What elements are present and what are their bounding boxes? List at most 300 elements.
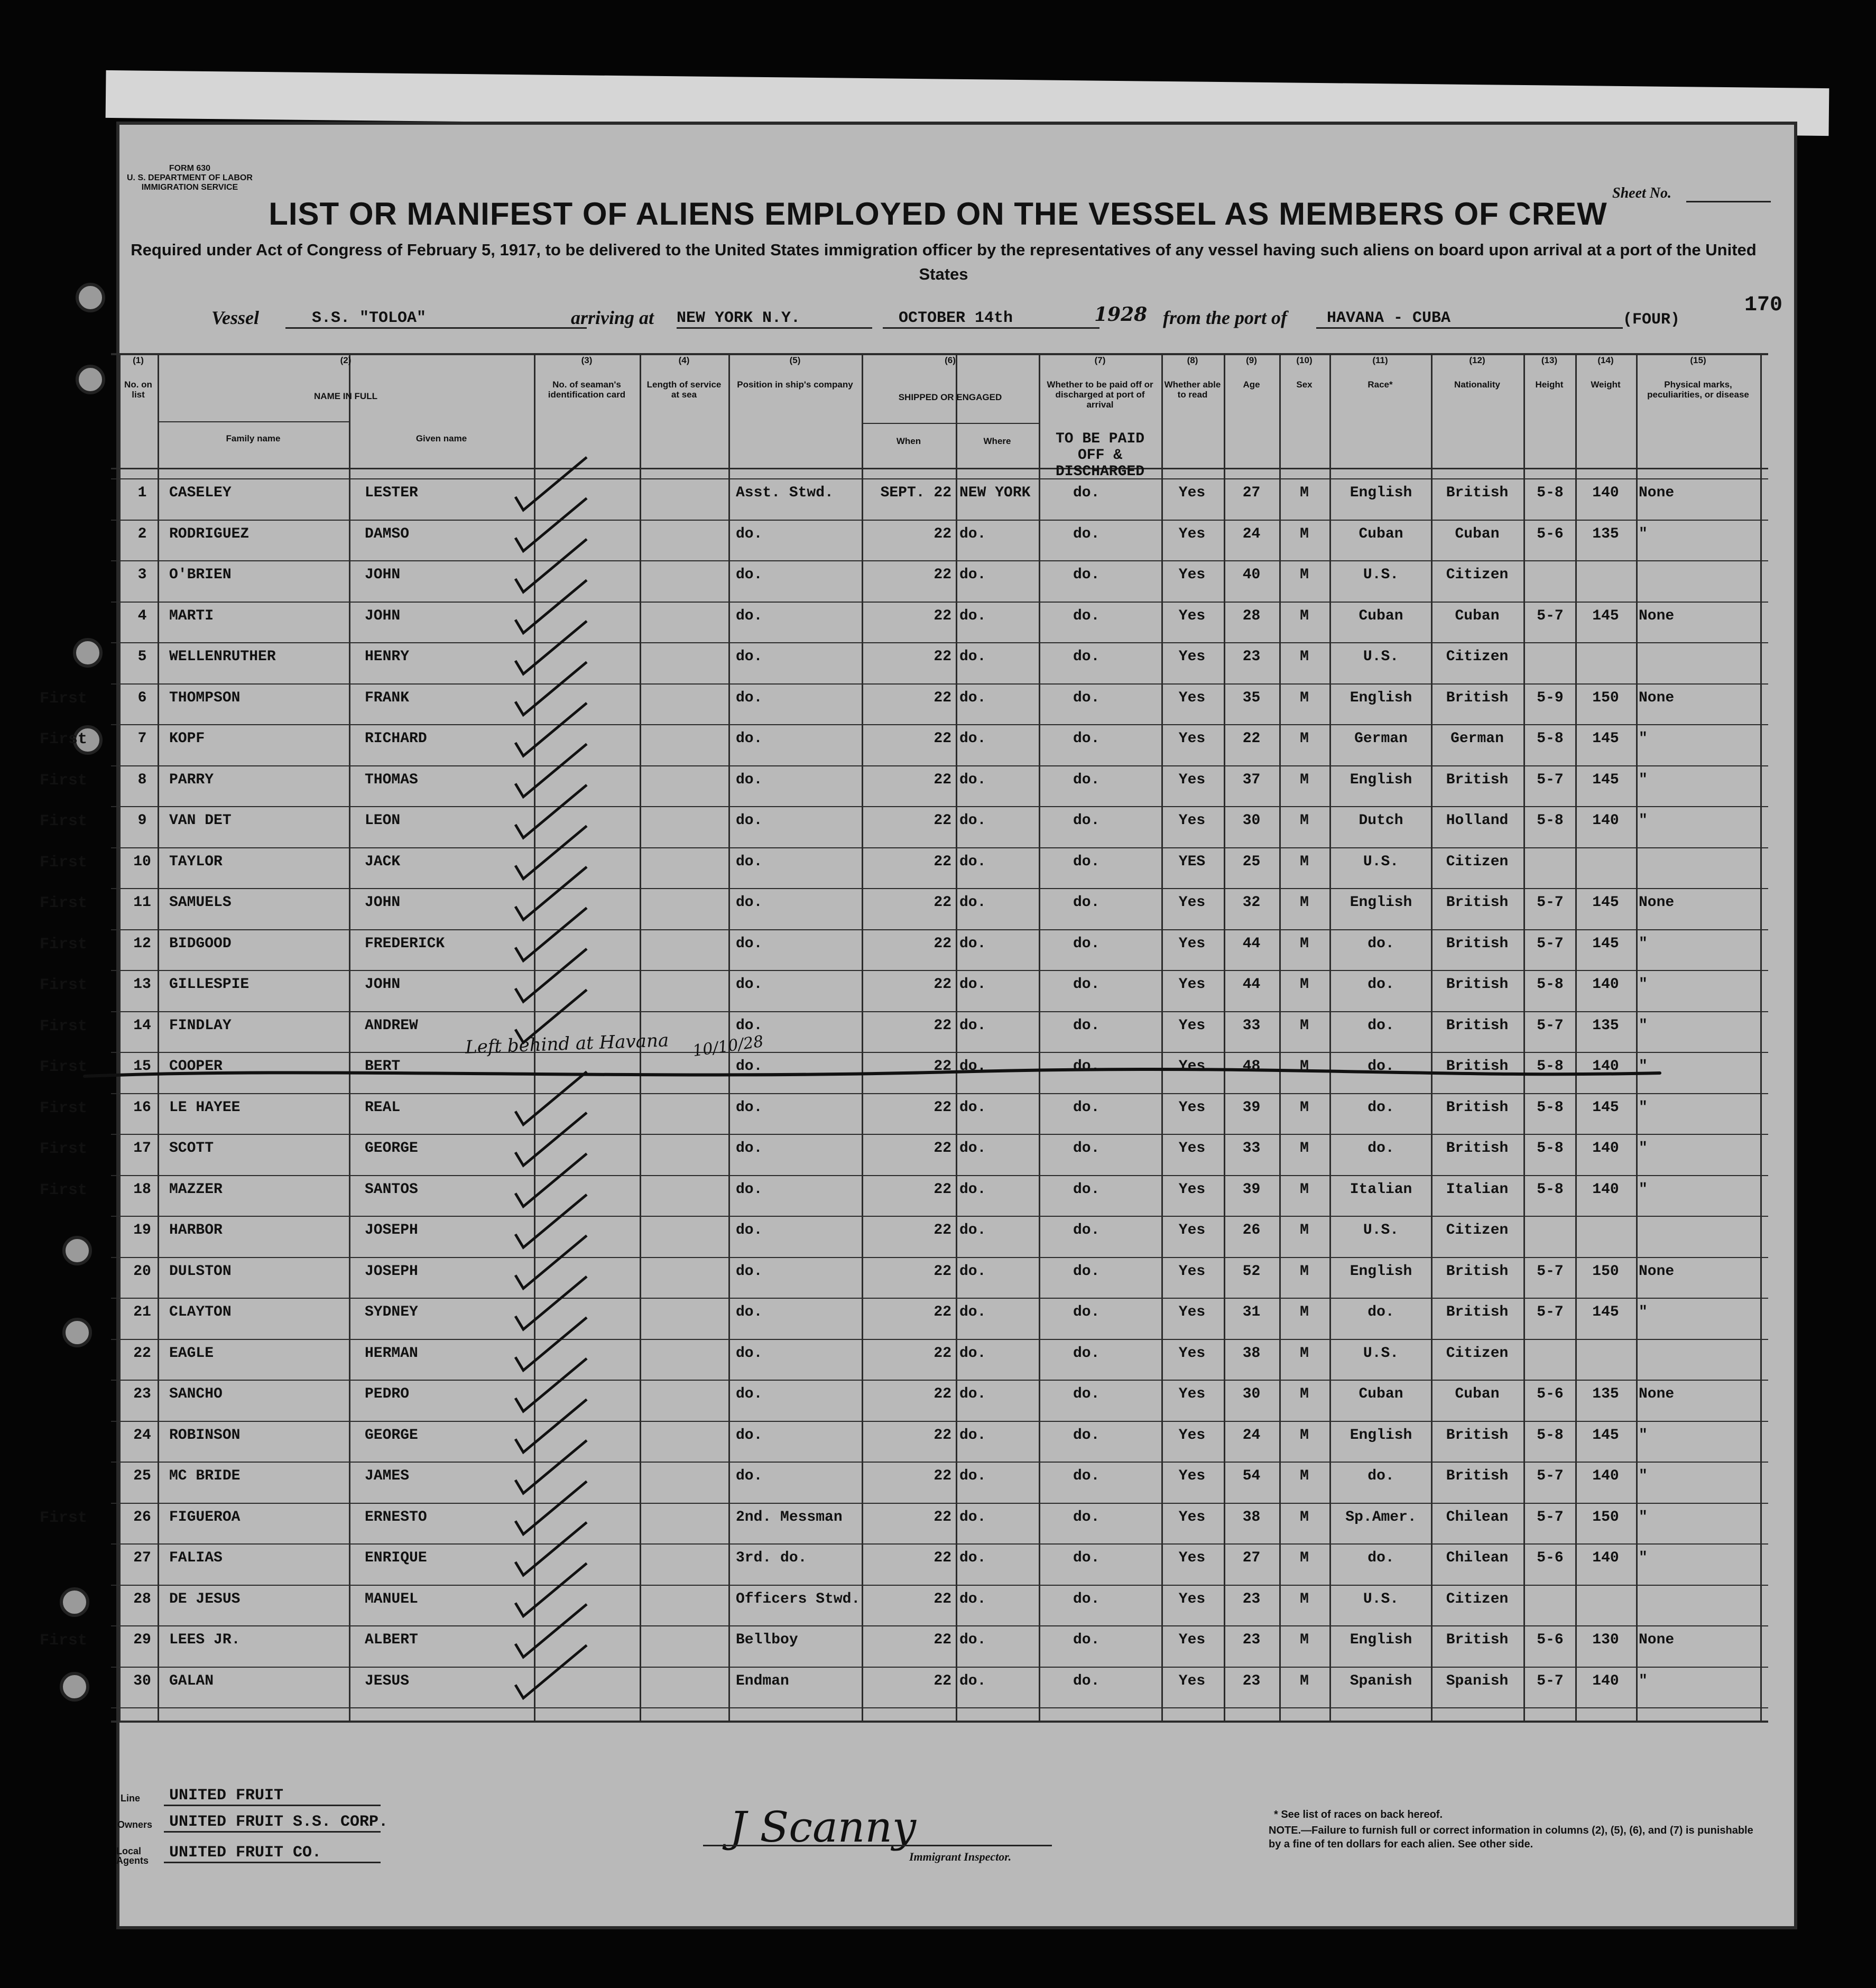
paid-off: do. bbox=[1073, 1509, 1100, 1525]
shipped-when: 22 bbox=[934, 525, 951, 542]
paid-off: do. bbox=[1073, 649, 1100, 665]
given-name: JOSEPH bbox=[365, 1222, 418, 1238]
row-number: 6 bbox=[137, 689, 147, 706]
shipped-when: 22 bbox=[934, 1386, 951, 1402]
age: 31 bbox=[1242, 1304, 1261, 1320]
shipped-when: 22 bbox=[934, 1017, 951, 1034]
height: 5-8 bbox=[1537, 485, 1564, 501]
position: do. bbox=[736, 771, 763, 788]
row-number: 3 bbox=[137, 567, 147, 583]
shipped-where: do. bbox=[959, 1591, 986, 1607]
shipped-where: do. bbox=[959, 1181, 986, 1198]
family-name: COOPER bbox=[169, 1058, 223, 1075]
shipped-when: 22 bbox=[934, 1222, 951, 1238]
nationality: German bbox=[1450, 731, 1504, 747]
row-number: 26 bbox=[133, 1509, 151, 1525]
margin-note-first: First bbox=[40, 935, 88, 954]
position: Bellboy bbox=[736, 1632, 798, 1648]
weight: 140 bbox=[1592, 812, 1619, 829]
sex: M bbox=[1300, 1427, 1309, 1444]
shipped-when: 22 bbox=[934, 607, 951, 624]
margin-note-first: First bbox=[40, 771, 88, 790]
given-name: JOHN bbox=[365, 567, 401, 583]
paid-off: do. bbox=[1073, 731, 1100, 747]
able-to-read: Yes bbox=[1178, 567, 1206, 583]
family-name: CLAYTON bbox=[169, 1304, 232, 1320]
sex: M bbox=[1300, 853, 1309, 870]
weight: 145 bbox=[1592, 731, 1619, 747]
nationality: Chilean bbox=[1446, 1509, 1509, 1525]
height: 5-6 bbox=[1537, 1550, 1564, 1566]
sex: M bbox=[1300, 567, 1309, 583]
row-number: 13 bbox=[133, 976, 151, 993]
race: Cuban bbox=[1359, 1386, 1403, 1402]
able-to-read: Yes bbox=[1178, 894, 1206, 911]
family-name: MC BRIDE bbox=[169, 1468, 241, 1484]
paid-off: do. bbox=[1073, 1345, 1100, 1362]
given-name: FRANK bbox=[365, 689, 410, 706]
age: 39 bbox=[1242, 1099, 1261, 1116]
able-to-read: Yes bbox=[1178, 1222, 1206, 1238]
given-name: HENRY bbox=[365, 649, 410, 665]
able-to-read: Yes bbox=[1178, 607, 1206, 624]
sex: M bbox=[1300, 1386, 1309, 1402]
column-number: (3) bbox=[581, 355, 593, 365]
row-number: 19 bbox=[133, 1222, 151, 1238]
row-number: 11 bbox=[133, 894, 151, 911]
able-to-read: Yes bbox=[1178, 1017, 1206, 1034]
given-name: GEORGE bbox=[365, 1140, 418, 1157]
weight: 145 bbox=[1592, 607, 1619, 624]
margin-note-first: First bbox=[40, 1632, 88, 1650]
nationality: Citizen bbox=[1446, 1345, 1509, 1362]
family-name: PARRY bbox=[169, 771, 214, 788]
sex: M bbox=[1300, 607, 1309, 624]
sex: M bbox=[1300, 771, 1309, 788]
row-number: 5 bbox=[137, 649, 147, 665]
position: do. bbox=[736, 567, 763, 583]
position: do. bbox=[736, 1099, 763, 1116]
shipped-when: 22 bbox=[934, 649, 951, 665]
given-name: MANUEL bbox=[365, 1591, 418, 1607]
height: 5-8 bbox=[1537, 1427, 1564, 1444]
owners-value: UNITED FRUIT S.S. CORP. bbox=[169, 1813, 389, 1831]
nationality: British bbox=[1446, 1304, 1509, 1320]
paid-off: do. bbox=[1073, 1222, 1100, 1238]
sex: M bbox=[1300, 485, 1309, 501]
position: do. bbox=[736, 894, 763, 911]
nationality: British bbox=[1446, 485, 1509, 501]
shipped-where: do. bbox=[959, 1386, 986, 1402]
nationality: British bbox=[1446, 894, 1509, 911]
weight: 145 bbox=[1592, 1099, 1619, 1116]
agents-value: UNITED FRUIT CO. bbox=[169, 1844, 322, 1862]
row-number: 7 bbox=[137, 731, 147, 747]
physical-marks: " bbox=[1639, 1181, 1648, 1198]
race: Italian bbox=[1350, 1181, 1412, 1198]
family-name: ROBINSON bbox=[169, 1427, 241, 1444]
column-subheader: When bbox=[896, 436, 921, 446]
column-subheader: Where bbox=[983, 436, 1011, 446]
physical-marks: " bbox=[1639, 1509, 1648, 1525]
weight: 135 bbox=[1592, 1017, 1619, 1034]
shipped-where: do. bbox=[959, 689, 986, 706]
paid-off: do. bbox=[1073, 1099, 1100, 1116]
position: do. bbox=[736, 731, 763, 747]
race: U.S. bbox=[1363, 1222, 1399, 1238]
physical-marks: " bbox=[1639, 1672, 1648, 1689]
paid-off: do. bbox=[1073, 1550, 1100, 1566]
height: 5-8 bbox=[1537, 1058, 1564, 1075]
sex: M bbox=[1300, 1468, 1309, 1484]
row-number: 14 bbox=[133, 1017, 151, 1034]
family-name: WELLENRUTHER bbox=[169, 649, 276, 665]
able-to-read: Yes bbox=[1178, 812, 1206, 829]
row-number: 12 bbox=[133, 935, 151, 952]
nationality: British bbox=[1446, 771, 1509, 788]
family-name: MARTI bbox=[169, 607, 214, 624]
column-header: NAME IN FULL bbox=[314, 391, 377, 401]
age: 30 bbox=[1242, 812, 1261, 829]
age: 28 bbox=[1242, 607, 1261, 624]
nationality: British bbox=[1446, 1263, 1509, 1280]
race: U.S. bbox=[1363, 649, 1399, 665]
shipped-where: do. bbox=[959, 1140, 986, 1157]
physical-marks: " bbox=[1639, 771, 1648, 788]
height: 5-8 bbox=[1537, 1181, 1564, 1198]
row-number: 18 bbox=[133, 1181, 151, 1198]
family-name: FALIAS bbox=[169, 1550, 223, 1566]
shipped-where: do. bbox=[959, 567, 986, 583]
row-number: 25 bbox=[133, 1468, 151, 1484]
family-name: LEES JR. bbox=[169, 1632, 241, 1648]
nationality: Holland bbox=[1446, 812, 1509, 829]
vessel-label: Vessel bbox=[211, 307, 259, 328]
race: Spanish bbox=[1350, 1672, 1412, 1689]
row-number: 23 bbox=[133, 1386, 151, 1402]
physical-marks: None bbox=[1639, 1632, 1675, 1648]
race: U.S. bbox=[1363, 1345, 1399, 1362]
from-port-label: from the port of bbox=[1163, 307, 1288, 328]
shipped-when: 22 bbox=[934, 1509, 951, 1525]
height: 5-7 bbox=[1537, 1509, 1564, 1525]
shipped-where: do. bbox=[959, 731, 986, 747]
race: English bbox=[1350, 1427, 1412, 1444]
race: Cuban bbox=[1359, 525, 1403, 542]
given-name: ENRIQUE bbox=[365, 1550, 427, 1566]
physical-marks: None bbox=[1639, 1386, 1675, 1402]
row-number: 9 bbox=[137, 812, 147, 829]
paid-off: do. bbox=[1073, 812, 1100, 829]
sex: M bbox=[1300, 894, 1309, 911]
race: Sp.Amer. bbox=[1345, 1509, 1417, 1525]
age: 40 bbox=[1242, 567, 1261, 583]
height: 5-7 bbox=[1537, 935, 1564, 952]
given-name: JOHN bbox=[365, 607, 401, 624]
able-to-read: Yes bbox=[1178, 1427, 1206, 1444]
race: do. bbox=[1367, 1304, 1394, 1320]
given-name: RICHARD bbox=[365, 731, 427, 747]
given-name: LESTER bbox=[365, 485, 418, 501]
owners-label: Owners bbox=[117, 1819, 153, 1830]
position: do. bbox=[736, 1427, 763, 1444]
shipped-when: 22 bbox=[934, 567, 951, 583]
position: 2nd. Messman bbox=[736, 1509, 843, 1525]
shipped-where: do. bbox=[959, 1672, 986, 1689]
position: do. bbox=[736, 1017, 763, 1034]
able-to-read: Yes bbox=[1178, 1058, 1206, 1075]
row-number: 24 bbox=[133, 1427, 151, 1444]
age: 23 bbox=[1242, 1632, 1261, 1648]
physical-marks: None bbox=[1639, 894, 1675, 911]
shipped-when: 22 bbox=[934, 1304, 951, 1320]
nationality: British bbox=[1446, 689, 1509, 706]
position: do. bbox=[736, 649, 763, 665]
position: do. bbox=[736, 1058, 763, 1075]
paid-off: do. bbox=[1073, 525, 1100, 542]
row-number: 20 bbox=[133, 1263, 151, 1280]
nationality: British bbox=[1446, 1140, 1509, 1157]
column-number: (14) bbox=[1597, 355, 1614, 365]
sex: M bbox=[1300, 649, 1309, 665]
height: 5-8 bbox=[1537, 812, 1564, 829]
position: do. bbox=[736, 1263, 763, 1280]
age: 38 bbox=[1242, 1509, 1261, 1525]
physical-marks: " bbox=[1639, 1058, 1648, 1075]
margin-note-first: First bbox=[40, 976, 88, 994]
able-to-read: Yes bbox=[1178, 771, 1206, 788]
sex: M bbox=[1300, 935, 1309, 952]
given-name: HERMAN bbox=[365, 1345, 418, 1362]
physical-marks: " bbox=[1639, 731, 1648, 747]
row-number: 16 bbox=[133, 1099, 151, 1116]
column-number: (6) bbox=[945, 355, 956, 365]
shipped-where: do. bbox=[959, 1632, 986, 1648]
given-name: BERT bbox=[365, 1058, 401, 1075]
paid-off: do. bbox=[1073, 1672, 1100, 1689]
column-number: (7) bbox=[1094, 355, 1106, 365]
page-subtitle: Required under Act of Congress of February 5, 1917, to be delivered to the United States immigration officer by the representatives of any vessel having such aliens on board upon arrival at a port of the United States bbox=[131, 241, 1757, 283]
able-to-read: Yes bbox=[1178, 1181, 1206, 1198]
column-header: Position in ship's company bbox=[737, 380, 853, 390]
sex: M bbox=[1300, 689, 1309, 706]
nationality: Citizen bbox=[1446, 1591, 1509, 1607]
paid-off: do. bbox=[1073, 976, 1100, 993]
column-number: (2) bbox=[340, 355, 352, 365]
nationality: British bbox=[1446, 976, 1509, 993]
able-to-read: Yes bbox=[1178, 1304, 1206, 1320]
column-number: (8) bbox=[1187, 355, 1198, 365]
age: 23 bbox=[1242, 1591, 1261, 1607]
position: Officers Stwd. bbox=[736, 1591, 861, 1607]
paid-off: do. bbox=[1073, 1304, 1100, 1320]
able-to-read: Yes bbox=[1178, 935, 1206, 952]
given-name: JOSEPH bbox=[365, 1263, 418, 1280]
arriving-label: arriving at bbox=[571, 307, 654, 328]
shipped-where: do. bbox=[959, 853, 986, 870]
nationality: British bbox=[1446, 1058, 1509, 1075]
shipped-when: 22 bbox=[934, 853, 951, 870]
sex: M bbox=[1300, 1509, 1309, 1525]
age: 33 bbox=[1242, 1017, 1261, 1034]
position: do. bbox=[736, 525, 763, 542]
row-number: 22 bbox=[133, 1345, 151, 1362]
family-name: DULSTON bbox=[169, 1263, 232, 1280]
paid-off-instruction: TO BE PAID OFF & DISCHARGED bbox=[1055, 431, 1145, 480]
weight: 145 bbox=[1592, 935, 1619, 952]
able-to-read: Yes bbox=[1178, 1672, 1206, 1689]
given-name: REAL bbox=[365, 1099, 401, 1116]
shipped-where: do. bbox=[959, 525, 986, 542]
race: English bbox=[1350, 894, 1412, 911]
nationality: British bbox=[1446, 1017, 1509, 1034]
position: do. bbox=[736, 689, 763, 706]
given-name: THOMAS bbox=[365, 771, 418, 788]
position: do. bbox=[736, 1181, 763, 1198]
from-port: HAVANA - CUBA bbox=[1316, 309, 1623, 329]
sex: M bbox=[1300, 1222, 1309, 1238]
race: U.S. bbox=[1363, 1591, 1399, 1607]
family-name: SANCHO bbox=[169, 1386, 223, 1402]
row-number: 10 bbox=[133, 853, 151, 870]
column-number: (1) bbox=[133, 355, 144, 365]
column-header: Sex bbox=[1296, 380, 1313, 390]
weight: 150 bbox=[1592, 1263, 1619, 1280]
paid-off: do. bbox=[1073, 894, 1100, 911]
age: 24 bbox=[1242, 1427, 1261, 1444]
arrival-date: OCTOBER 14th bbox=[883, 309, 1099, 329]
weight: 145 bbox=[1592, 894, 1619, 911]
nationality: Citizen bbox=[1446, 1222, 1509, 1238]
physical-marks: " bbox=[1639, 1304, 1648, 1320]
nationality: British bbox=[1446, 1427, 1509, 1444]
position: Endman bbox=[736, 1672, 789, 1689]
line-value: UNITED FRUIT bbox=[169, 1787, 284, 1805]
checkmark-icon bbox=[515, 1072, 587, 1125]
column-subheader: Given name bbox=[415, 433, 467, 443]
weight: 130 bbox=[1592, 1632, 1619, 1648]
shipped-when: 22 bbox=[934, 1672, 951, 1689]
column-number: (10) bbox=[1296, 355, 1313, 365]
shipped-where: do. bbox=[959, 894, 986, 911]
sex: M bbox=[1300, 731, 1309, 747]
height: 5-9 bbox=[1537, 689, 1564, 706]
family-name: O'BRIEN bbox=[169, 567, 232, 583]
able-to-read: Yes bbox=[1178, 1099, 1206, 1116]
position: do. bbox=[736, 853, 763, 870]
column-header: Race* bbox=[1367, 380, 1393, 390]
row-number: 21 bbox=[133, 1304, 151, 1320]
weight: 140 bbox=[1592, 976, 1619, 993]
paid-off: do. bbox=[1073, 935, 1100, 952]
paid-off: do. bbox=[1073, 771, 1100, 788]
weight: 135 bbox=[1592, 525, 1619, 542]
able-to-read: Yes bbox=[1178, 1345, 1206, 1362]
shipped-when: 22 bbox=[934, 1345, 951, 1362]
race: U.S. bbox=[1363, 567, 1399, 583]
able-to-read: Yes bbox=[1178, 1263, 1206, 1280]
sex: M bbox=[1300, 525, 1309, 542]
position: 3rd. do. bbox=[736, 1550, 807, 1566]
row-number: 15 bbox=[133, 1058, 151, 1075]
able-to-read: Yes bbox=[1178, 1632, 1206, 1648]
physical-marks: None bbox=[1639, 1263, 1675, 1280]
family-name: KOPF bbox=[169, 731, 205, 747]
weight: 140 bbox=[1592, 1140, 1619, 1157]
shipped-where: do. bbox=[959, 649, 986, 665]
family-name: DE JESUS bbox=[169, 1591, 241, 1607]
shipped-when: 22 bbox=[934, 1058, 951, 1075]
sex: M bbox=[1300, 1140, 1309, 1157]
position: do. bbox=[736, 1468, 763, 1484]
given-name: JAMES bbox=[365, 1468, 410, 1484]
row-number: 2 bbox=[137, 525, 147, 542]
margin-note-first: First bbox=[40, 853, 88, 872]
shipped-where: do. bbox=[959, 1222, 986, 1238]
able-to-read: Yes bbox=[1178, 1550, 1206, 1566]
sheet-no-label: Sheet No. bbox=[1612, 185, 1671, 201]
row-number: 30 bbox=[133, 1672, 151, 1689]
paid-off: do. bbox=[1073, 1591, 1100, 1607]
shipped-where: do. bbox=[959, 1058, 986, 1075]
weight: 145 bbox=[1592, 771, 1619, 788]
fine-note: NOTE.—Failure to furnish full or correct information in columns (2), (5), (6), and (7) is punishable by a fine of ten dollars for each alien. See other side. bbox=[1269, 1825, 1753, 1850]
position: do. bbox=[736, 1386, 763, 1402]
age: 52 bbox=[1242, 1263, 1261, 1280]
age: 30 bbox=[1242, 1386, 1261, 1402]
age: 33 bbox=[1242, 1140, 1261, 1157]
given-name: DAMSO bbox=[365, 525, 410, 542]
weight: 150 bbox=[1592, 689, 1619, 706]
column-number: (4) bbox=[678, 355, 690, 365]
race: English bbox=[1350, 1632, 1412, 1648]
position: do. bbox=[736, 976, 763, 993]
shipped-when: 22 bbox=[934, 689, 951, 706]
physical-marks: None bbox=[1639, 689, 1675, 706]
nationality: British bbox=[1446, 1099, 1509, 1116]
position: do. bbox=[736, 607, 763, 624]
weight: 140 bbox=[1592, 1181, 1619, 1198]
able-to-read: Yes bbox=[1178, 525, 1206, 542]
column-header: Nationality bbox=[1454, 380, 1500, 390]
paid-off: do. bbox=[1073, 1427, 1100, 1444]
given-name: LEON bbox=[365, 812, 401, 829]
shipped-when: 22 bbox=[934, 1263, 951, 1280]
able-to-read: Yes bbox=[1178, 1468, 1206, 1484]
column-number: (13) bbox=[1541, 355, 1558, 365]
able-to-read: Yes bbox=[1178, 1386, 1206, 1402]
paid-off: do. bbox=[1073, 1140, 1100, 1157]
given-name: PEDRO bbox=[365, 1386, 410, 1402]
sex: M bbox=[1300, 1017, 1309, 1034]
age: 38 bbox=[1242, 1345, 1261, 1362]
column-header: Age bbox=[1243, 380, 1260, 390]
family-name: LE HAYEE bbox=[169, 1099, 241, 1116]
family-name: GALAN bbox=[169, 1672, 214, 1689]
weight: 140 bbox=[1592, 1550, 1619, 1566]
shipped-where: do. bbox=[959, 976, 986, 993]
given-name: SANTOS bbox=[365, 1181, 418, 1198]
age: 26 bbox=[1242, 1222, 1261, 1238]
physical-marks: " bbox=[1639, 1427, 1648, 1444]
family-name: RODRIGUEZ bbox=[169, 525, 249, 542]
shipped-where: do. bbox=[959, 1468, 986, 1484]
shipped-where: NEW YORK bbox=[959, 485, 1031, 501]
nationality: British bbox=[1446, 1468, 1509, 1484]
race: Dutch bbox=[1359, 812, 1403, 829]
race: English bbox=[1350, 689, 1412, 706]
height: 5-7 bbox=[1537, 1017, 1564, 1034]
